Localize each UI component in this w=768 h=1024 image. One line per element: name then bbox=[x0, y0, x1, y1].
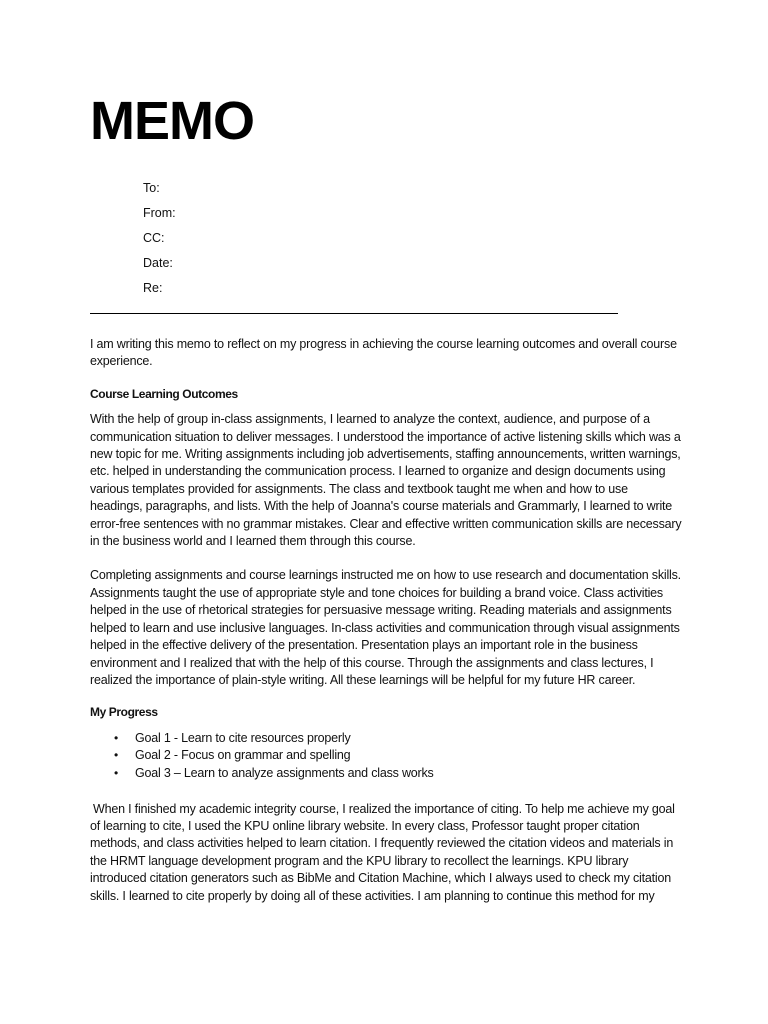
intro-paragraph: I am writing this memo to reflect on my progress in achieving the course learning outcomes and overall course experience. bbox=[90, 337, 677, 369]
goal-2-text: Goal 2 - Focus on grammar and spelling bbox=[135, 748, 351, 763]
header-field-re bbox=[143, 278, 203, 303]
header-label-cc: CC: bbox=[143, 231, 165, 245]
goal-3-text: Goal 3 – Learn to analyze assignments and class works bbox=[135, 765, 434, 780]
bullet-icon: • bbox=[114, 765, 119, 780]
header-field-cc bbox=[143, 228, 203, 253]
list-item bbox=[90, 765, 682, 783]
memo-body bbox=[90, 336, 682, 905]
section-heading-outcomes: Course Learning Outcomes bbox=[90, 386, 238, 401]
header-field-from bbox=[143, 203, 203, 228]
memo-title: MEMO bbox=[90, 91, 254, 151]
outcomes-paragraph-2: Completing assignments and course learnings instructed me on how to use research and documentation skills. Assignments taught the use of appropriate style and tone choices for building a brand voice. Class activities helped in the use of rhetorical strategies for persuasive message writing. Reading materials and assignments helped to learn and use inclusive languages. In-class activities and communication through visual assignments helped in the effective delivery of the presentation. Presentation plays an important role in the business environment and I realized that with the help of this course. Through the assignments and class lectures, I realized the importance of plain-style writing. All these learnings will be helpful for my future HR career. bbox=[90, 568, 681, 687]
bullet-icon: • bbox=[114, 748, 119, 763]
header-divider bbox=[90, 313, 618, 314]
header-field-date bbox=[143, 253, 203, 278]
header-label-to: To: bbox=[143, 181, 160, 195]
header-field-to bbox=[143, 178, 203, 203]
header-label-from: From: bbox=[143, 206, 176, 220]
memo-header-fields bbox=[143, 178, 203, 303]
goal-1-text: Goal 1 - Learn to cite resources properly bbox=[135, 730, 351, 745]
goals-list bbox=[90, 730, 682, 783]
header-label-re: Re: bbox=[143, 281, 163, 295]
header-label-date: Date: bbox=[143, 256, 173, 270]
outcomes-paragraph-1: With the help of group in-class assignments, I learned to analyze the context, audience, and purpose of a communication situation to deliver messages. I understood the importance of active listening skills which was a new topic for me. Writing assignments including job advertisements, staffing announcements, written warnings, etc. helped in understanding the communication process. I learned to organize and design documents using various templates provided for assignments. The class and textbook taught me when and how to use headings, paragraphs, and lists. With the help of Joanna's course materials and Grammarly, I learned to write error-free sentences with no grammar mistakes. Clear and effective written communication skills are necessary in the business world and I learned them through this course. bbox=[90, 412, 682, 549]
list-item bbox=[90, 747, 682, 765]
section-heading-progress: My Progress bbox=[90, 705, 158, 720]
bullet-icon: • bbox=[114, 730, 119, 745]
list-item bbox=[90, 730, 682, 748]
progress-paragraph: When I finished my academic integrity course, I realized the importance of citing. To help me achieve my goal of learning to cite, I used the KPU online library website. In every class, Professor taught proper citation methods, and class activities helped to learn citation. I frequently reviewed the citation videos and materials in the HRMT language development program and the KPU library to recollect the learnings. KPU library introduced citation generators such as BibMe and Citation Machine, which I always used to check my citation skills. I learned to cite properly by doing all of these activities. I am planning to continue this method for my bbox=[90, 801, 675, 903]
